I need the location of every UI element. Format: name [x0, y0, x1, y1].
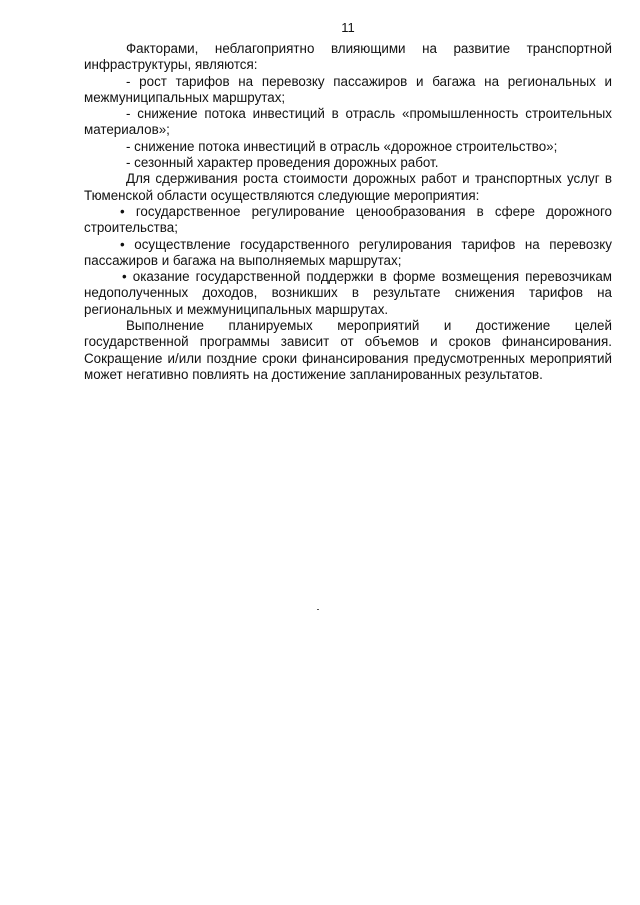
bullet-item-price-regulation: • государственное регулирование ценообразования в сфере дорожного строительства; — [84, 203, 612, 236]
document-body — [84, 41, 612, 383]
scan-speck — [317, 609, 319, 610]
list-item-investment-road-construction: - снижение потока инвестиций в отрасль «дорожное строительство»; — [126, 138, 558, 154]
paragraph-measures-intro: Для сдерживания роста стоимости дорожных работ и транспортных услуг в Тюменской области осуществляются следующие мероприятия: — [84, 171, 612, 203]
bullet-item-state-support: • оказание государственной поддержки в форме возмещения перевозчикам недополученных доходов, возникших в результате снижения тарифов на региональных и межмуниципальных маршрутах. — [84, 269, 612, 317]
paragraph-financing-conclusion: Выполнение планируемых мероприятий и достижение целей государственной программы зависит от объемов и сроков финансирования. Сокращение и/или поздние сроки финансирования предусмотренных мероприятий может негативно повлиять на достижение запланированных результатов. — [84, 318, 612, 382]
paragraph-factors-intro: Факторами, неблагоприятно влияющими на развитие транспортной инфраструктуры, являются: — [84, 41, 612, 73]
list-item-tariff-growth: - рост тарифов на перевозку пассажиров и багажа на региональных и межмуниципальных маршрутах; — [84, 73, 612, 105]
list-item-investment-building-materials: - снижение потока инвестиций в отрасль «промышленность строительных материалов»; — [84, 106, 612, 138]
list-item-seasonal-works: - сезонный характер проведения дорожных работ. — [126, 155, 439, 171]
page-number: 11 — [341, 20, 355, 35]
bullet-item-tariff-regulation: • осуществление государственного регулирования тарифов на перевозку пассажиров и багажа на выполняемых маршрутах; — [84, 236, 612, 268]
